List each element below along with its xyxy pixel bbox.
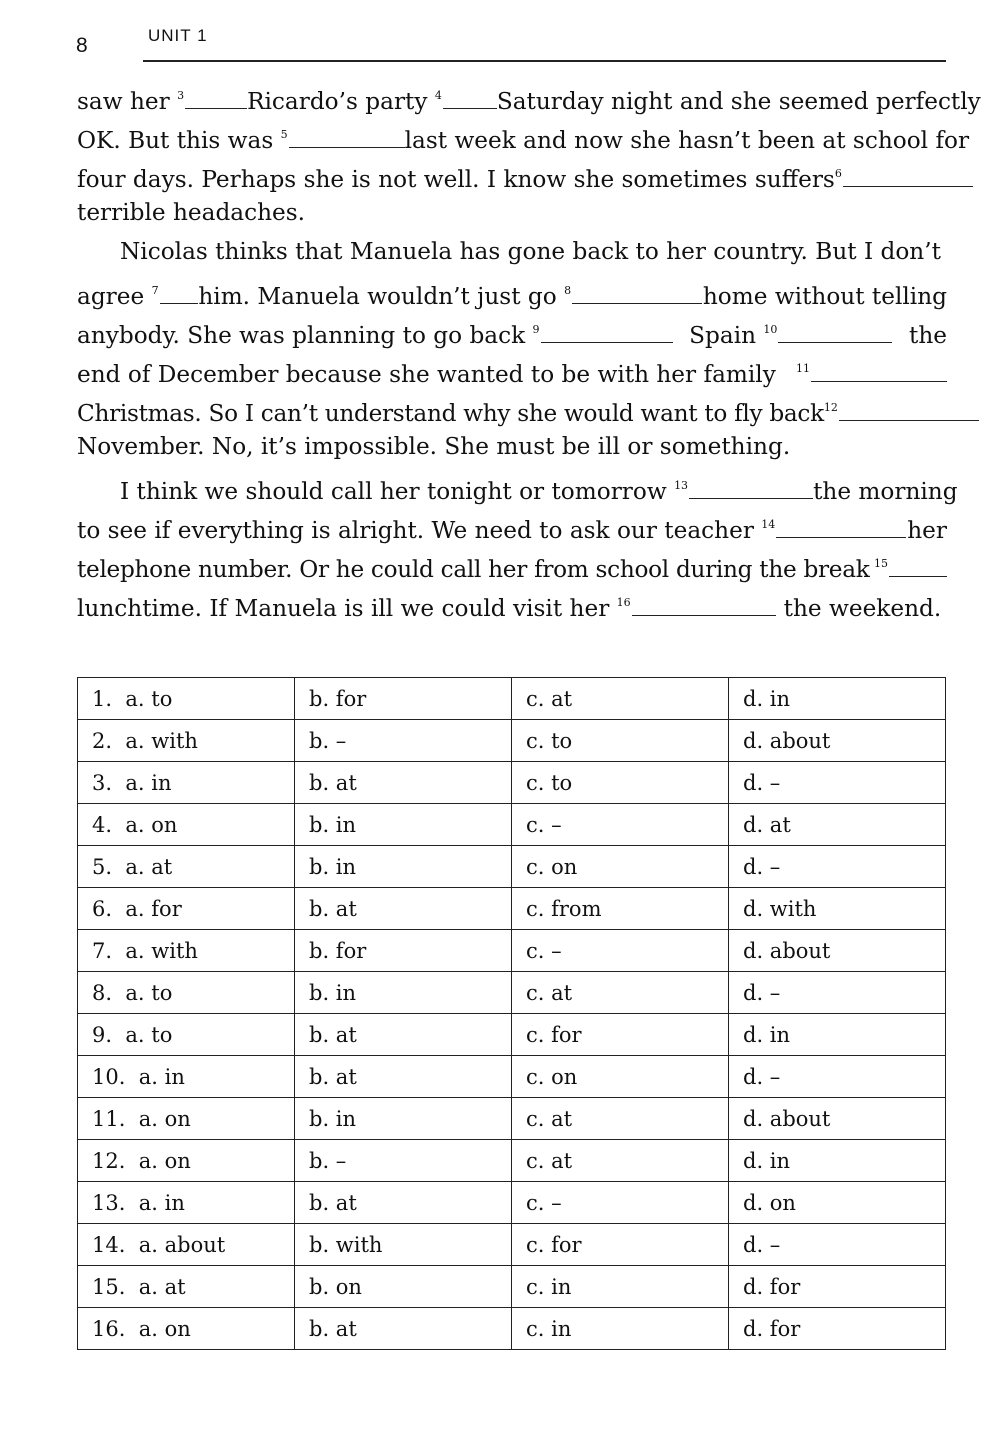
- option-c[interactable]: [512, 846, 729, 888]
- option-d[interactable]: [729, 720, 946, 762]
- passage-segment: Spain: [689, 322, 757, 349]
- option-c[interactable]: [512, 1056, 729, 1098]
- passage-segment: lunchtime. If Manuela is ill we could visit her: [77, 595, 610, 622]
- option-row: [78, 972, 946, 1014]
- question-number: 15.: [92, 1274, 126, 1299]
- option-c[interactable]: [512, 678, 729, 720]
- option-row: [78, 678, 946, 720]
- option-d[interactable]: [729, 888, 946, 930]
- option-text: d. –: [743, 980, 781, 1005]
- option-b[interactable]: [295, 1098, 512, 1140]
- passage-line: [77, 544, 947, 583]
- blank-number: 6: [834, 167, 842, 180]
- passage-segment: agree: [77, 283, 145, 310]
- option-d[interactable]: [729, 1014, 946, 1056]
- passage-segment: her: [907, 517, 947, 544]
- option-text: d. in: [743, 1022, 791, 1047]
- option-a[interactable]: [78, 1056, 295, 1098]
- passage-segment: end of December because she wanted to be with her family: [77, 361, 776, 388]
- passage-line: [77, 76, 981, 115]
- option-c[interactable]: [512, 930, 729, 972]
- blank-number: 10: [763, 323, 778, 336]
- gap-13[interactable]: [689, 497, 813, 499]
- passage-segment: Christmas. So I can’t understand why she would want to fly back: [77, 400, 824, 427]
- passage-line: [77, 115, 970, 154]
- option-d[interactable]: [729, 1308, 946, 1350]
- option-text: d. in: [743, 1148, 791, 1173]
- header-rule: [143, 60, 946, 62]
- question-number: 10.: [92, 1064, 126, 1089]
- passage-segment: Nicolas thinks that Manuela has gone back to her country. But I don’t: [120, 238, 941, 265]
- option-text: a. on: [138, 1106, 191, 1131]
- option-text: c. for: [526, 1232, 582, 1257]
- blank-number: 12: [823, 401, 838, 414]
- gap-9[interactable]: [541, 341, 673, 343]
- option-a[interactable]: [78, 846, 295, 888]
- gap-6[interactable]: [843, 185, 973, 187]
- option-text: d. about: [743, 1106, 831, 1131]
- option-a[interactable]: [78, 1098, 295, 1140]
- option-a[interactable]: [78, 1182, 295, 1224]
- passage-line: [77, 505, 947, 544]
- option-row: [78, 1140, 946, 1182]
- passage-segment: the weekend.: [783, 595, 942, 622]
- option-text: a. in: [125, 770, 172, 795]
- option-a[interactable]: [78, 972, 295, 1014]
- passage-line: [77, 583, 947, 622]
- option-d[interactable]: [729, 846, 946, 888]
- option-text: a. in: [138, 1190, 185, 1215]
- gap-8[interactable]: [572, 302, 702, 304]
- option-a[interactable]: [78, 678, 295, 720]
- option-text: d. for: [743, 1316, 801, 1341]
- question-number: 7.: [92, 938, 113, 963]
- blank-number: 16: [616, 596, 631, 609]
- passage-segment: home without telling: [702, 283, 947, 310]
- option-text: c. at: [526, 686, 573, 711]
- option-b[interactable]: [295, 1266, 512, 1308]
- option-text: a. with: [125, 938, 198, 963]
- blank-number: 11: [796, 362, 810, 375]
- option-text: d. on: [743, 1190, 796, 1215]
- gap-4[interactable]: [443, 107, 497, 109]
- option-a[interactable]: [78, 1308, 295, 1350]
- option-text: a. in: [138, 1064, 185, 1089]
- option-c[interactable]: [512, 972, 729, 1014]
- option-text: c. –: [526, 1190, 562, 1215]
- option-text: b. on: [309, 1274, 362, 1299]
- option-text: b. in: [309, 812, 357, 837]
- question-number: 3.: [92, 770, 113, 795]
- option-b[interactable]: [295, 1182, 512, 1224]
- gap-3[interactable]: [185, 107, 247, 109]
- option-d[interactable]: [729, 678, 946, 720]
- passage-line: [77, 310, 947, 349]
- option-text: a. at: [125, 854, 173, 879]
- option-a[interactable]: [78, 762, 295, 804]
- option-text: b. for: [309, 938, 367, 963]
- question-number: 14.: [92, 1232, 126, 1257]
- option-b[interactable]: [295, 1140, 512, 1182]
- passage-segment: him. Manuela wouldn’t just go: [198, 283, 557, 310]
- option-a[interactable]: [78, 720, 295, 762]
- option-c[interactable]: [512, 1266, 729, 1308]
- option-text: d. about: [743, 938, 831, 963]
- option-text: a. with: [125, 728, 198, 753]
- option-row: [78, 888, 946, 930]
- blank-number: 9: [532, 323, 540, 336]
- question-number: 11.: [92, 1106, 126, 1131]
- option-c[interactable]: [512, 804, 729, 846]
- passage-segment: the morning: [813, 478, 958, 505]
- option-c[interactable]: [512, 888, 729, 930]
- option-row: [78, 1266, 946, 1308]
- option-text: c. for: [526, 1022, 582, 1047]
- option-a[interactable]: [78, 888, 295, 930]
- option-text: c. at: [526, 1148, 573, 1173]
- option-text: b. with: [309, 1232, 383, 1257]
- passage-segment: OK. But this was: [77, 127, 274, 154]
- option-text: c. in: [526, 1316, 572, 1341]
- option-d[interactable]: [729, 1098, 946, 1140]
- question-number: 8.: [92, 980, 113, 1005]
- option-text: b. –: [309, 728, 347, 753]
- gap-12[interactable]: [839, 419, 979, 421]
- option-text: b. for: [309, 686, 367, 711]
- option-d[interactable]: [729, 1182, 946, 1224]
- option-row: [78, 762, 946, 804]
- option-a[interactable]: [78, 804, 295, 846]
- option-text: b. –: [309, 1148, 347, 1173]
- option-row: [78, 1224, 946, 1266]
- option-text: c. at: [526, 1106, 573, 1131]
- passage-segment: Saturday night and she seemed perfectly: [496, 88, 981, 115]
- gap-15[interactable]: [889, 575, 947, 577]
- option-text: d. –: [743, 1064, 781, 1089]
- passage-segment: last week and now she hasn’t been at school for: [404, 127, 970, 154]
- option-text: a. on: [138, 1316, 191, 1341]
- gap-5[interactable]: [289, 146, 405, 148]
- option-text: d. about: [743, 728, 831, 753]
- option-text: c. on: [526, 1064, 578, 1089]
- question-number: 12.: [92, 1148, 126, 1173]
- option-row: [78, 1098, 946, 1140]
- option-b[interactable]: [295, 678, 512, 720]
- passage-segment: November. No, it’s impossible. She must be ill or something.: [77, 433, 791, 460]
- option-text: d. with: [743, 896, 817, 921]
- passage-segment: saw her: [77, 88, 170, 115]
- question-number: 6.: [92, 896, 113, 921]
- blank-number: 8: [564, 284, 572, 297]
- option-b[interactable]: [295, 804, 512, 846]
- blank-number: 13: [674, 479, 689, 492]
- question-number: 1.: [92, 686, 113, 711]
- option-text: b. at: [309, 1064, 357, 1089]
- option-text: d. for: [743, 1274, 801, 1299]
- passage-segment: the: [909, 322, 947, 349]
- answer-options-table: [77, 677, 946, 1350]
- option-text: a. to: [125, 1022, 173, 1047]
- option-text: b. at: [309, 770, 357, 795]
- page-number: 8: [76, 34, 89, 57]
- question-number: 2.: [92, 728, 113, 753]
- gap-11[interactable]: [811, 380, 947, 382]
- option-b[interactable]: [295, 1014, 512, 1056]
- option-text: d. in: [743, 686, 791, 711]
- option-a[interactable]: [78, 930, 295, 972]
- option-d[interactable]: [729, 1056, 946, 1098]
- option-row: [78, 930, 946, 972]
- option-row: [78, 1014, 946, 1056]
- option-b[interactable]: [295, 846, 512, 888]
- option-a[interactable]: [78, 1266, 295, 1308]
- option-row: [78, 846, 946, 888]
- question-number: 5.: [92, 854, 113, 879]
- passage-segment: telephone number. Or he could call her from school during the break: [77, 556, 870, 583]
- gap-10[interactable]: [778, 341, 892, 343]
- option-d[interactable]: [729, 930, 946, 972]
- option-b[interactable]: [295, 720, 512, 762]
- option-text: c. at: [526, 980, 573, 1005]
- option-text: a. on: [138, 1148, 191, 1173]
- option-text: d. –: [743, 1232, 781, 1257]
- option-text: b. in: [309, 854, 357, 879]
- option-text: c. from: [526, 896, 602, 921]
- passage-segment: Ricardo’s party: [247, 88, 428, 115]
- passage-line: [77, 271, 947, 310]
- option-text: d. –: [743, 854, 781, 879]
- option-text: a. to: [125, 686, 173, 711]
- passage-line: [77, 232, 947, 271]
- option-text: a. about: [138, 1232, 226, 1257]
- gap-16[interactable]: [632, 614, 776, 616]
- option-c[interactable]: [512, 720, 729, 762]
- blank-number: 7: [151, 284, 159, 297]
- option-text: c. –: [526, 812, 562, 837]
- passage-line: [77, 349, 947, 388]
- option-text: c. to: [526, 728, 573, 753]
- option-c[interactable]: [512, 762, 729, 804]
- option-c[interactable]: [512, 1308, 729, 1350]
- option-b[interactable]: [295, 972, 512, 1014]
- passage-segment: I think we should call her tonight or tomorrow: [120, 478, 667, 505]
- option-d[interactable]: [729, 1266, 946, 1308]
- option-text: b. in: [309, 980, 357, 1005]
- option-text: a. for: [125, 896, 182, 921]
- blank-number: 4: [434, 89, 442, 102]
- option-row: [78, 1182, 946, 1224]
- option-b[interactable]: [295, 1056, 512, 1098]
- option-text: c. in: [526, 1274, 572, 1299]
- passage-line: [77, 154, 947, 193]
- option-b[interactable]: [295, 1308, 512, 1350]
- passage-text: [77, 76, 981, 622]
- passage-segment: four days. Perhaps she is not well. I know she sometimes suffers: [77, 166, 835, 193]
- option-d[interactable]: [729, 804, 946, 846]
- passage-line: [77, 466, 958, 505]
- option-c[interactable]: [512, 1098, 729, 1140]
- option-d[interactable]: [729, 1140, 946, 1182]
- option-c[interactable]: [512, 1014, 729, 1056]
- option-d[interactable]: [729, 972, 946, 1014]
- option-a[interactable]: [78, 1014, 295, 1056]
- question-number: 4.: [92, 812, 113, 837]
- unit-label: UNIT 1: [148, 26, 208, 45]
- option-b[interactable]: [295, 1224, 512, 1266]
- option-text: c. on: [526, 854, 578, 879]
- question-number: 16.: [92, 1316, 126, 1341]
- option-text: b. at: [309, 1316, 357, 1341]
- option-text: a. at: [138, 1274, 186, 1299]
- gap-7[interactable]: [160, 302, 198, 304]
- option-a[interactable]: [78, 1224, 295, 1266]
- option-d[interactable]: [729, 1224, 946, 1266]
- option-c[interactable]: [512, 1224, 729, 1266]
- option-b[interactable]: [295, 888, 512, 930]
- question-number: 13.: [92, 1190, 126, 1215]
- option-text: b. at: [309, 1022, 357, 1047]
- blank-number: 3: [177, 89, 185, 102]
- option-text: a. to: [125, 980, 173, 1005]
- option-b[interactable]: [295, 762, 512, 804]
- option-text: a. on: [125, 812, 178, 837]
- blank-number: 15: [874, 557, 888, 570]
- option-text: b. in: [309, 1106, 357, 1131]
- passage-segment: terrible headaches.: [77, 199, 306, 226]
- option-c[interactable]: [512, 1182, 729, 1224]
- option-text: b. at: [309, 896, 357, 921]
- option-row: [78, 720, 946, 762]
- option-text: c. –: [526, 938, 562, 963]
- option-b[interactable]: [295, 930, 512, 972]
- option-text: b. at: [309, 1190, 357, 1215]
- option-row: [78, 1308, 946, 1350]
- blank-number: 14: [761, 518, 776, 531]
- option-row: [78, 804, 946, 846]
- question-number: 9.: [92, 1022, 113, 1047]
- passage-segment: anybody. She was planning to go back: [77, 322, 526, 349]
- blank-number: 5: [280, 128, 288, 141]
- passage-line: [77, 388, 947, 427]
- option-d[interactable]: [729, 762, 946, 804]
- option-text: c. to: [526, 770, 573, 795]
- gap-14[interactable]: [776, 536, 906, 538]
- option-text: d. at: [743, 812, 791, 837]
- option-text: d. –: [743, 770, 781, 795]
- option-row: [78, 1056, 946, 1098]
- option-c[interactable]: [512, 1140, 729, 1182]
- passage-segment: to see if everything is alright. We need to ask our teacher: [77, 517, 754, 544]
- option-a[interactable]: [78, 1140, 295, 1182]
